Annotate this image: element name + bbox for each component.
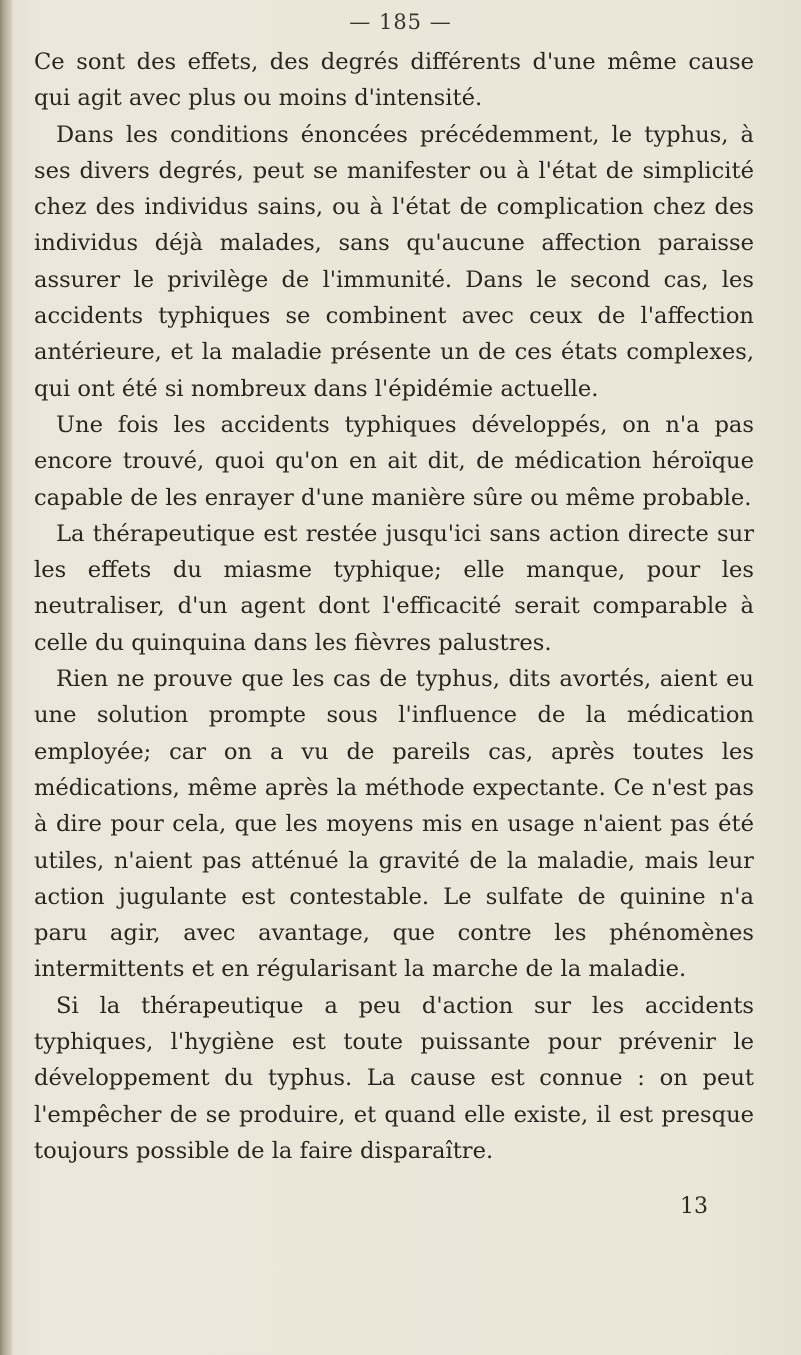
page-gutter — [0, 0, 12, 1355]
paragraph: Dans les conditions énoncées précédemment, le typhus, à ses divers degrés, peut se manifester ou à l'état de simplicité chez des individus sains, ou à l'état de complication chez des individus déjà malades, sans qu'aucune affection paraisse assurer le privilège de l'immunité. Dans le second cas, les accidents typhiques se combinent avec ceux de l'affection antérieure, et la maladie présente un de ces états complexes, qui ont été si nombreux dans l'épidémie actuelle. — [34, 121, 754, 402]
page-number-header: — 185 — — [349, 10, 452, 34]
paragraph: Ce sont des effets, des degrés différents d'une même cause qui agit avec plus ou moins d'intensité. — [34, 49, 754, 112]
paragraph: Rien ne prouve que les cas de typhus, dits avortés, aient eu une solution prompte sous l'influence de la médication employée; car on a vu de pareils cas, après toutes les médications, même après la méthode expectante. Ce n'est pas à dire pour cela, que les moyens mis en usage n'aient pas été utiles, n'aient pas atténué la gravité de la maladie, mais leur action jugulante est contestable. Le sulfate de quinine n'a paru agir, avec avantage, que contre les phénomènes intermittents et en régularisant la marche de la maladie. — [34, 666, 754, 983]
body-text — [34, 44, 754, 1169]
paragraph: Si la thérapeutique a peu d'action sur les accidents typhiques, l'hygiène est toute puissante pour prévenir le développement du typhus. La cause est connue : on peut l'empêcher de se produire, et quand elle existe, il est presque toujours possible de la faire disparaître. — [34, 992, 754, 1164]
paragraph: Une fois les accidents typhiques développés, on n'a pas encore trouvé, quoi qu'on en ait dit, de médication héroïque capable de les enrayer d'une manière sûre ou même probable. — [34, 411, 754, 511]
signature-mark: 13 — [680, 1194, 708, 1219]
paragraph: La thérapeutique est restée jusqu'ici sans action directe sur les effets du miasme typhique; elle manque, pour les neutraliser, d'un agent dont l'efficacité serait comparable à celle du quinquina dans les fièvres palustres. — [34, 520, 754, 656]
